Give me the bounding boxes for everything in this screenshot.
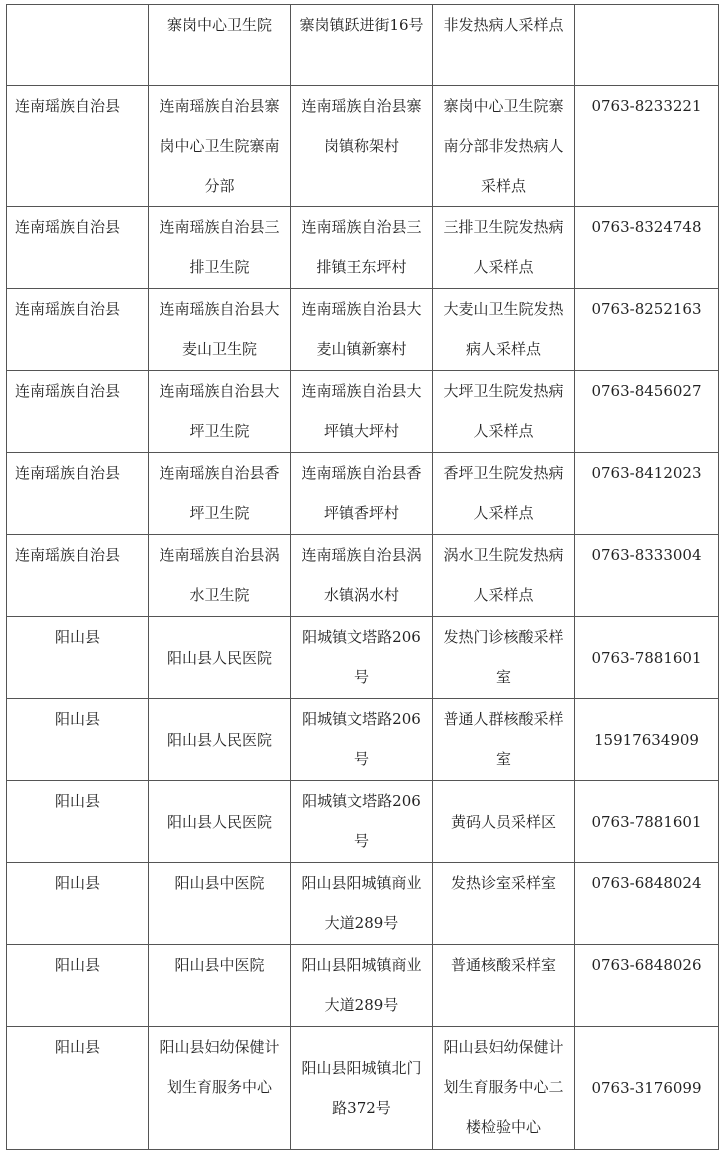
sampling-sites-table [6,4,719,1150]
address-cell: 阳山县阳城镇商业大道289号 [291,863,433,945]
address-cell: 阳山县阳城镇商业大道289号 [291,945,433,1027]
sampling-site-cell: 普通核酸采样室 [433,945,575,1027]
county-cell: 连南瑶族自治县 [7,207,149,289]
table-row [7,699,719,781]
sampling-site-cell: 普通人群核酸采样室 [433,699,575,781]
address-cell: 连南瑶族自治县大麦山镇新寨村 [291,289,433,371]
sampling-site-cell: 发热门诊核酸采样室 [433,617,575,699]
address-cell: 连南瑶族自治县大坪镇大坪村 [291,371,433,453]
county-cell: 阳山县 [7,1027,149,1150]
county-cell: 阳山县 [7,945,149,1027]
phone-cell: 0763-8412023 [575,453,719,535]
sampling-site-cell: 涡水卫生院发热病人采样点 [433,535,575,617]
address-cell: 连南瑶族自治县寨岗镇称架村 [291,86,433,207]
institution-cell: 阳山县中医院 [149,863,291,945]
table-row [7,617,719,699]
county-cell: 阳山县 [7,781,149,863]
address-cell: 连南瑶族自治县涡水镇涡水村 [291,535,433,617]
phone-cell: 0763-8252163 [575,289,719,371]
phone-cell: 0763-8233221 [575,86,719,207]
institution-cell: 寨岗中心卫生院 [149,5,291,86]
phone-cell: 0763-3176099 [575,1027,719,1150]
sampling-site-cell: 发热诊室采样室 [433,863,575,945]
county-cell: 阳山县 [7,863,149,945]
sampling-site-cell: 香坪卫生院发热病人采样点 [433,453,575,535]
address-cell: 阳山县阳城镇北门路372号 [291,1027,433,1150]
sampling-sites-table-page [6,4,718,1150]
address-cell: 阳城镇文塔路206号 [291,781,433,863]
institution-cell: 连南瑶族自治县香坪卫生院 [149,453,291,535]
table-row [7,289,719,371]
county-cell [7,5,149,86]
table-row [7,535,719,617]
county-cell: 连南瑶族自治县 [7,371,149,453]
phone-cell: 0763-8324748 [575,207,719,289]
table-row [7,1027,719,1150]
address-cell: 连南瑶族自治县三排镇王东坪村 [291,207,433,289]
sampling-site-cell: 三排卫生院发热病人采样点 [433,207,575,289]
sampling-site-cell: 大麦山卫生院发热病人采样点 [433,289,575,371]
county-cell: 阳山县 [7,617,149,699]
table-row [7,5,719,86]
institution-cell: 阳山县人民医院 [149,617,291,699]
county-cell: 连南瑶族自治县 [7,86,149,207]
phone-cell: 0763-6848026 [575,945,719,1027]
table-row [7,863,719,945]
table-row [7,781,719,863]
table-row [7,207,719,289]
sampling-site-cell: 黄码人员采样区 [433,781,575,863]
institution-cell: 连南瑶族自治县三排卫生院 [149,207,291,289]
table-row [7,453,719,535]
sampling-site-cell: 阳山县妇幼保健计划生育服务中心二楼检验中心 [433,1027,575,1150]
address-cell: 寨岗镇跃进街16号 [291,5,433,86]
address-cell: 连南瑶族自治县香坪镇香坪村 [291,453,433,535]
county-cell: 连南瑶族自治县 [7,289,149,371]
phone-cell [575,5,719,86]
sampling-site-cell: 非发热病人采样点 [433,5,575,86]
phone-cell: 15917634909 [575,699,719,781]
sampling-site-cell: 大坪卫生院发热病人采样点 [433,371,575,453]
address-cell: 阳城镇文塔路206号 [291,699,433,781]
institution-cell: 连南瑶族自治县大麦山卫生院 [149,289,291,371]
institution-cell: 阳山县妇幼保健计划生育服务中心 [149,1027,291,1150]
county-cell: 连南瑶族自治县 [7,535,149,617]
phone-cell: 0763-8456027 [575,371,719,453]
phone-cell: 0763-7881601 [575,781,719,863]
phone-cell: 0763-8333004 [575,535,719,617]
institution-cell: 阳山县人民医院 [149,781,291,863]
sampling-site-cell: 寨岗中心卫生院寨南分部非发热病人采样点 [433,86,575,207]
institution-cell: 连南瑶族自治县大坪卫生院 [149,371,291,453]
institution-cell: 连南瑶族自治县寨岗中心卫生院寨南分部 [149,86,291,207]
county-cell: 连南瑶族自治县 [7,453,149,535]
institution-cell: 连南瑶族自治县涡水卫生院 [149,535,291,617]
table-row [7,86,719,207]
institution-cell: 阳山县人民医院 [149,699,291,781]
phone-cell: 0763-6848024 [575,863,719,945]
phone-cell: 0763-7881601 [575,617,719,699]
address-cell: 阳城镇文塔路206号 [291,617,433,699]
table-row [7,945,719,1027]
county-cell: 阳山县 [7,699,149,781]
institution-cell: 阳山县中医院 [149,945,291,1027]
table-row [7,371,719,453]
